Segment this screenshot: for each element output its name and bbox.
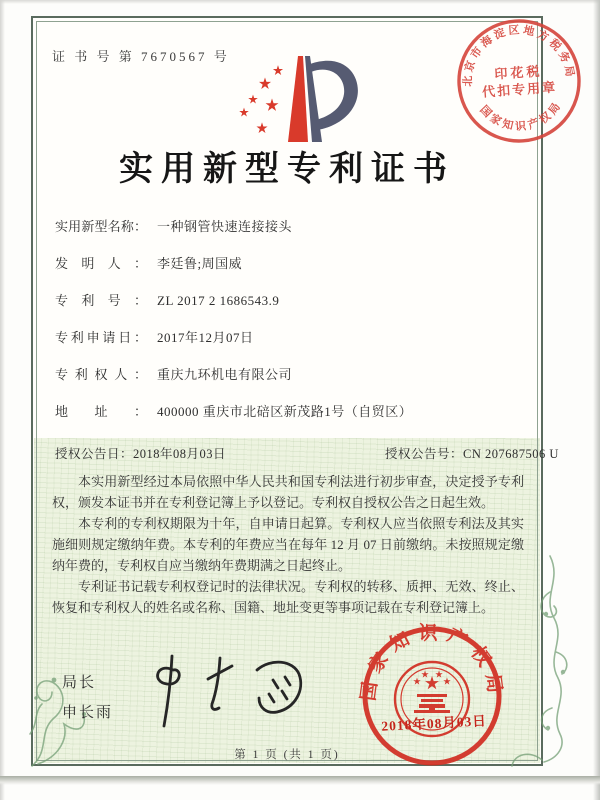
field-label: 地址：: [55, 404, 147, 419]
svg-text:★: ★: [443, 677, 451, 686]
svg-text:★: ★: [413, 677, 421, 686]
logo-red-wedge: [288, 56, 308, 142]
officer-name: 申长雨: [62, 705, 114, 721]
certificate-number: 证 书 号 第 7670567 号: [52, 49, 230, 64]
svg-text:★: ★: [239, 108, 249, 119]
tax-stamp-top-arc-text: 北京市海淀区地方税务局: [462, 24, 577, 87]
grant-number-value: CN 207687506 U: [463, 447, 559, 461]
field-label: 专利号：: [55, 293, 147, 308]
field-value: 2017年12月07日: [157, 330, 254, 345]
field-label: 发明人：: [55, 256, 147, 271]
field-value: 一种钢管快速连接接头: [157, 219, 293, 234]
field-filing-date: [55, 327, 525, 349]
svg-text:★: ★: [248, 95, 258, 106]
grant-number-label: 授权公告号：: [385, 447, 464, 461]
legal-text: [52, 471, 524, 618]
svg-text:★: ★: [435, 670, 443, 679]
svg-text:★: ★: [258, 76, 272, 91]
certificate-title: 实用新型专利证书: [119, 151, 455, 188]
legal-paragraph-2: 本专利的专利权期限为十年，自申请日起算。专利权人应当依照专利法及其实施细则规定缴纳年费。本专利的年费应当在每年 12 月 07 日前缴纳。未按照规定缴纳年费的，专利权自应当缴纳年费期满之日起终止。: [52, 516, 524, 573]
scan-edge-right: [593, 0, 600, 800]
grant-date: [55, 447, 226, 461]
grant-row: [55, 444, 559, 462]
tax-stamp-center-line2: 代扣专用章: [481, 79, 558, 100]
field-utility-model-name: [55, 216, 525, 238]
tax-stamp-center-line1: 印花税: [493, 63, 543, 82]
scan-edge-left: [0, 0, 5, 800]
scan-edge-top: [0, 0, 600, 4]
seal-ring-text: 国家知识产权局: [358, 623, 506, 703]
bibliographic-fields: [55, 216, 525, 423]
officer-block: [62, 668, 113, 728]
field-inventors: [55, 253, 525, 275]
director-signature: [135, 646, 335, 738]
tax-stamp-bottom-arc-text: 国家知识产权局: [477, 98, 565, 134]
svg-text:★: ★: [265, 99, 279, 114]
field-patentee: [55, 364, 525, 386]
svg-text:★: ★: [255, 121, 269, 135]
legal-paragraph-1: 本实用新型经过本局依照中华人民共和国专利法进行初步审查，决定授予专利权，颁发本证书并在专利登记簿上予以登记。专利权自授权公告之日起生效。: [52, 474, 524, 510]
svg-text:★: ★: [424, 676, 440, 692]
grant-number: [385, 444, 559, 462]
grant-date-value: 2018年08月03日: [133, 447, 227, 461]
page-number: 第 1 页 (共 1 页): [234, 749, 340, 761]
scan-edge-bottom: [0, 776, 600, 785]
field-label: 专利申请日：: [55, 330, 147, 345]
field-label: 专利权人：: [55, 367, 147, 382]
field-value: 重庆九环机电有限公司: [157, 367, 293, 382]
ornament-right-edge: [506, 552, 590, 770]
stamp-tax-seal: [450, 12, 588, 150]
field-address: [55, 401, 525, 423]
grant-date-label: 授权公告日：: [55, 447, 134, 461]
field-patent-number: [55, 290, 525, 312]
field-value: ZL 2017 2 1686543.9: [157, 293, 280, 308]
officer-title: 局长: [62, 675, 97, 691]
field-value: 李廷鲁;周国威: [157, 256, 243, 271]
svg-text:★: ★: [272, 65, 284, 77]
legal-paragraph-3: 专利证书记载专利权登记时的法律状况。专利权的转移、质押、无效、终止、恢复和专利权人的姓名或名称、国籍、地址变更等事项记载在专利登记簿上。: [52, 579, 524, 615]
field-value: 400000 重庆市北碚区新茂路1号（自贸区）: [157, 404, 413, 419]
seal-date: 2018年08月03日: [381, 713, 488, 734]
svg-text:★: ★: [421, 670, 429, 679]
field-label: 实用新型名称：: [55, 219, 147, 234]
cnipa-logo-icon: [232, 54, 372, 146]
